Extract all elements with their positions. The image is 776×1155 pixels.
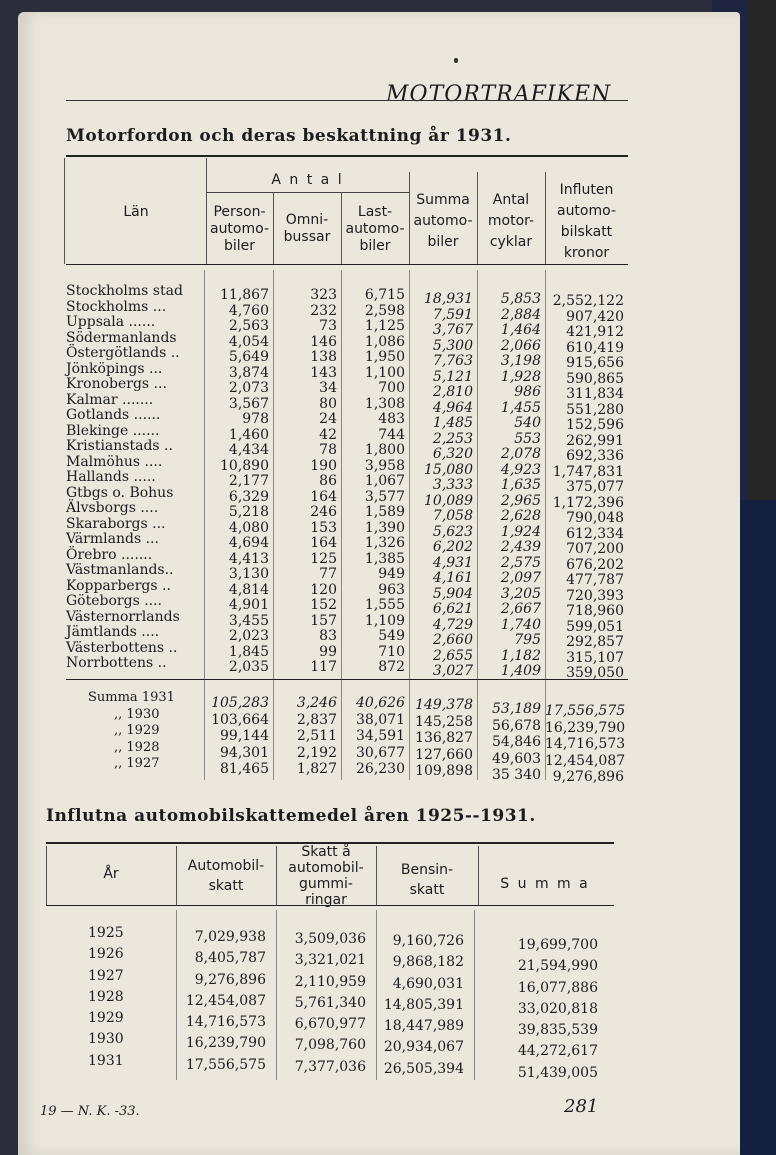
motor-value: 2,078 xyxy=(500,446,541,462)
ink-dot xyxy=(454,58,458,63)
person-value: 1,460 xyxy=(228,426,269,443)
header-ar: År xyxy=(103,866,119,882)
summa-value: 5,300 xyxy=(432,337,473,354)
person-value: 2,177 xyxy=(228,473,269,489)
summary-motor-value: 54,846 xyxy=(492,734,541,750)
automobilskatt-value: 14,716,573 xyxy=(185,1014,266,1031)
summa-value: 1,485 xyxy=(432,415,473,431)
last-value: 1,086 xyxy=(364,333,405,350)
motor-value: 1,409 xyxy=(500,663,541,679)
year-value: 1930 xyxy=(88,1031,124,1048)
lan-name: Västernorrlands xyxy=(66,608,180,625)
header-influten: Influten automo- bilskatt kronor xyxy=(556,182,617,261)
last-value: 1,125 xyxy=(364,318,405,334)
year-value: 1926 xyxy=(88,946,124,963)
motor-value: 3,205 xyxy=(500,585,541,602)
motor-value: 2,097 xyxy=(500,570,541,586)
lan-name: Örebro ....... xyxy=(66,546,153,563)
summary-summa-value: 109,898 xyxy=(415,763,473,779)
influten-value: 262,991 xyxy=(566,432,624,449)
lan-name: Älvsborgs .... xyxy=(66,500,159,516)
column-lan xyxy=(66,284,206,672)
summary-label: ,, 1927 xyxy=(114,756,160,771)
lan-name: Gtbgs o. Bohus xyxy=(66,484,174,501)
influten-value: 915,656 xyxy=(566,355,624,371)
lan-name: Kristianstads .. xyxy=(66,438,173,454)
summa-value: 10,089 xyxy=(424,492,473,509)
summa-value: 4,931 xyxy=(432,554,473,571)
summa-value: 2,660 xyxy=(432,632,473,648)
motor-value: 1,464 xyxy=(500,322,541,338)
table1-vrule xyxy=(64,158,65,264)
summa-value: 4,729 xyxy=(432,616,473,633)
omni-value: 153 xyxy=(310,519,337,536)
omni-value: 80 xyxy=(319,395,337,412)
last-value: 700 xyxy=(378,380,405,396)
summary-motor-value: 53,189 xyxy=(492,701,541,717)
summa-value: 7,591 xyxy=(432,306,473,323)
header-omni: Omni- bussar xyxy=(283,212,331,245)
last-value: 1,950 xyxy=(364,349,405,365)
year-value: 1927 xyxy=(88,967,124,984)
summa-value: 4,964 xyxy=(432,399,473,416)
lan-name: Östergötlands .. xyxy=(66,345,180,361)
motor-value: 5,853 xyxy=(500,291,541,307)
summary-summa-value: 127,660 xyxy=(415,746,473,763)
summa2-value: 16,077,886 xyxy=(517,979,598,996)
influten-value: 311,834 xyxy=(566,386,624,402)
motor-value: 1,924 xyxy=(500,523,541,540)
person-value: 6,329 xyxy=(228,488,269,505)
summa-value: 5,623 xyxy=(432,523,473,540)
influten-value: 590,865 xyxy=(566,370,624,387)
influten-value: 1,172,396 xyxy=(552,494,624,511)
person-value: 1,845 xyxy=(228,643,269,660)
lan-name: Västerbottens .. xyxy=(66,639,178,656)
summary-summa-value: 136,827 xyxy=(415,730,473,746)
running-head: MOTORTRAFIKEN xyxy=(386,82,612,107)
motor-value: 986 xyxy=(514,384,541,400)
person-value: 2,073 xyxy=(228,380,269,396)
year-value: 1928 xyxy=(88,988,124,1005)
summary-person-value: 99,144 xyxy=(220,728,269,744)
gummiringar-value: 3,321,021 xyxy=(294,952,366,969)
summary-influten-value: 9,276,896 xyxy=(552,769,624,785)
summary-person-value: 103,664 xyxy=(211,711,269,728)
book-page xyxy=(18,12,740,1155)
summary-last-value: 34,591 xyxy=(356,728,405,744)
summa-value: 6,202 xyxy=(432,539,473,555)
gummiringar-value: 3,509,036 xyxy=(294,931,366,947)
summary-summa xyxy=(409,698,473,781)
last-value: 963 xyxy=(378,581,405,598)
summary-label: ,, 1930 xyxy=(114,706,160,722)
summa-value: 15,080 xyxy=(424,461,473,478)
table2-title: Influtna automobilskattemedel åren 1925--1931. xyxy=(46,806,536,826)
omni-value: 152 xyxy=(310,597,337,613)
influten-value: 292,857 xyxy=(566,634,624,650)
last-value: 3,958 xyxy=(364,457,405,474)
person-value: 4,054 xyxy=(228,333,269,350)
summa2-value: 21,594,990 xyxy=(517,958,598,975)
summa-value: 4,161 xyxy=(432,570,473,586)
automobilskatt-value: 17,556,575 xyxy=(185,1056,266,1073)
table2-summa-column xyxy=(478,938,598,1087)
page-number: 281 xyxy=(564,1096,599,1117)
influten-value: 720,393 xyxy=(566,587,624,604)
summary-last xyxy=(341,696,405,779)
table2-bensinskatt-column xyxy=(376,934,464,1083)
influten-value: 2,552,122 xyxy=(552,293,624,309)
automobilskatt-value: 8,405,787 xyxy=(194,950,266,967)
influten-value: 907,420 xyxy=(566,308,624,325)
summa-value: 6,621 xyxy=(432,601,473,617)
last-value: 1,326 xyxy=(364,535,405,551)
last-value: 1,109 xyxy=(364,612,405,629)
person-value: 11,867 xyxy=(220,287,269,303)
summary-omni-value: 3,246 xyxy=(296,695,337,711)
lan-name: Jönköpings ... xyxy=(66,360,163,377)
column-motor xyxy=(477,292,541,680)
automobilskatt-value: 16,239,790 xyxy=(185,1035,266,1052)
summa-value: 7,763 xyxy=(432,353,473,369)
summary-last-value: 38,071 xyxy=(356,711,405,728)
lan-name: Skaraborgs ... xyxy=(66,515,166,532)
motor-value: 2,884 xyxy=(500,306,541,323)
header-bensinskatt: Bensin- skatt xyxy=(400,862,454,898)
influten-value: 1,747,831 xyxy=(552,463,624,480)
omni-value: 99 xyxy=(319,643,337,660)
column-summa xyxy=(409,292,473,680)
motor-value: 553 xyxy=(514,430,541,447)
omni-value: 86 xyxy=(319,473,337,489)
header-summa2: S u m m a xyxy=(500,876,590,892)
automobilskatt-value: 7,029,938 xyxy=(194,929,266,945)
table2-vrule xyxy=(474,910,475,1080)
motor-value: 2,575 xyxy=(500,554,541,571)
summary-last-value: 26,230 xyxy=(356,761,405,777)
summary-labels xyxy=(88,690,203,773)
person-value: 5,649 xyxy=(228,349,269,365)
omni-value: 246 xyxy=(310,504,337,520)
influten-value: 718,960 xyxy=(566,603,624,619)
table2-year-column xyxy=(88,926,148,1075)
bensinskatt-value: 18,447,989 xyxy=(383,1018,464,1035)
motor-value: 1,635 xyxy=(500,477,541,493)
lan-name: Kronobergs ... xyxy=(66,376,167,392)
omni-value: 117 xyxy=(310,659,337,675)
summary-omni-value: 2,192 xyxy=(296,744,337,761)
table1-summary-rule xyxy=(66,679,628,680)
omni-value: 232 xyxy=(310,302,337,319)
influten-value: 676,202 xyxy=(566,556,624,573)
table1-antal-rule xyxy=(206,192,409,193)
last-value: 2,598 xyxy=(364,302,405,319)
influten-value: 359,050 xyxy=(566,665,624,681)
person-value: 3,874 xyxy=(228,364,269,381)
motor-value: 2,628 xyxy=(500,508,541,524)
summa-value: 3,767 xyxy=(432,322,473,338)
last-value: 6,715 xyxy=(364,287,405,303)
background-dark xyxy=(748,0,776,500)
last-value: 744 xyxy=(378,426,405,443)
summary-last-value: 40,626 xyxy=(356,695,405,711)
column-person xyxy=(206,288,269,676)
omni-value: 77 xyxy=(319,566,337,582)
table1-top-rule xyxy=(66,155,628,157)
last-value: 483 xyxy=(378,411,405,427)
summa2-value: 44,272,617 xyxy=(517,1043,598,1060)
influten-value: 599,051 xyxy=(566,618,624,635)
summa-value: 2,655 xyxy=(432,647,473,664)
omni-value: 138 xyxy=(310,349,337,365)
summa-value: 3,333 xyxy=(432,477,473,493)
influten-value: 375,077 xyxy=(566,479,624,495)
lan-name: Stockholms stad xyxy=(66,283,183,299)
motor-value: 1,740 xyxy=(500,616,541,633)
last-value: 549 xyxy=(378,628,405,644)
table1-header-rule xyxy=(66,264,628,265)
bensinskatt-value: 20,934,067 xyxy=(383,1039,464,1056)
header-rule xyxy=(66,100,628,101)
header-last: Last- automo- biler xyxy=(345,204,405,254)
summary-omni xyxy=(273,696,337,779)
gummiringar-value: 5,761,340 xyxy=(294,994,366,1011)
year-value: 1931 xyxy=(88,1052,124,1069)
summa-value: 7,058 xyxy=(432,508,473,524)
year-value: 1925 xyxy=(88,925,124,941)
person-value: 4,413 xyxy=(228,550,269,567)
summa-value: 18,931 xyxy=(424,291,473,307)
influten-value: 612,334 xyxy=(566,525,624,542)
summa-value: 6,320 xyxy=(432,446,473,462)
motor-value: 2,667 xyxy=(500,601,541,617)
lan-name: Uppsala ...... xyxy=(66,314,156,330)
person-value: 3,130 xyxy=(228,566,269,582)
motor-value: 1,928 xyxy=(500,368,541,385)
lan-name: Kopparbergs .. xyxy=(66,577,171,594)
last-value: 1,390 xyxy=(364,519,405,536)
table1-title: Motorfordon och deras beskattning år 1931. xyxy=(66,126,512,146)
last-value: 1,067 xyxy=(364,473,405,489)
summary-last-value: 30,677 xyxy=(356,744,405,761)
bensinskatt-value: 9,160,726 xyxy=(392,933,464,949)
lan-name: Hallands ..... xyxy=(66,469,156,485)
gummiringar-value: 7,098,760 xyxy=(294,1037,366,1054)
lan-name: Gotlands ...... xyxy=(66,407,161,423)
person-value: 4,760 xyxy=(228,302,269,319)
automobilskatt-value: 12,454,087 xyxy=(185,992,266,1009)
table2-automobilskatt-column xyxy=(176,930,266,1079)
summa-value: 5,904 xyxy=(432,585,473,602)
influten-value: 421,912 xyxy=(566,324,624,340)
column-influten xyxy=(545,294,624,682)
motor-value: 1,455 xyxy=(500,399,541,416)
lan-name: Jämtlands .... xyxy=(66,624,160,640)
summary-label: ,, 1928 xyxy=(114,739,160,755)
person-value: 2,035 xyxy=(228,659,269,675)
person-value: 3,567 xyxy=(228,395,269,412)
header-person: Person- automo- biler xyxy=(209,204,270,254)
influten-value: 477,787 xyxy=(566,572,624,588)
person-value: 4,434 xyxy=(228,442,269,458)
table2-header-rule xyxy=(46,905,614,906)
automobilskatt-value: 9,276,896 xyxy=(194,971,266,988)
last-value: 872 xyxy=(378,659,405,675)
summary-influten-value: 12,454,087 xyxy=(545,752,626,769)
last-value: 949 xyxy=(378,566,405,582)
person-value: 10,890 xyxy=(220,457,269,474)
last-value: 1,385 xyxy=(364,550,405,567)
omni-value: 164 xyxy=(310,535,337,551)
omni-value: 157 xyxy=(310,612,337,629)
last-value: 1,100 xyxy=(364,364,405,381)
omni-value: 146 xyxy=(310,333,337,350)
lan-name: Värmlands ... xyxy=(66,531,159,547)
last-value: 710 xyxy=(378,643,405,660)
column-omni xyxy=(273,288,337,676)
summary-person-value: 105,283 xyxy=(211,695,269,711)
omni-value: 73 xyxy=(319,318,337,334)
summa2-value: 39,835,539 xyxy=(517,1022,598,1039)
motor-value: 540 xyxy=(514,415,541,431)
summary-influten-value: 17,556,575 xyxy=(545,703,626,719)
book-cover-strip xyxy=(735,500,776,1155)
summary-omni-value: 2,511 xyxy=(296,728,337,744)
summary-motor-value: 49,603 xyxy=(492,750,541,767)
bensinskatt-value: 9,868,182 xyxy=(392,954,464,971)
summary-omni-value: 2,837 xyxy=(296,711,337,728)
person-value: 4,814 xyxy=(228,581,269,598)
omni-value: 164 xyxy=(310,488,337,505)
summary-omni-value: 1,827 xyxy=(296,761,337,777)
summary-influten-value: 14,716,573 xyxy=(545,736,626,752)
header-motor: Antal motor- cyklar xyxy=(487,192,535,250)
influten-value: 315,107 xyxy=(566,649,624,666)
gummiringar-value: 6,670,977 xyxy=(294,1016,366,1033)
last-value: 1,308 xyxy=(364,395,405,412)
motor-value: 795 xyxy=(514,632,541,648)
summa-value: 2,253 xyxy=(432,430,473,447)
omni-value: 24 xyxy=(319,411,337,427)
bensinskatt-value: 14,805,391 xyxy=(383,996,464,1013)
column-last xyxy=(341,288,405,676)
header-lan: Län xyxy=(123,204,149,220)
lan-name: Norrbottens .. xyxy=(66,655,167,671)
footer-signature: 19 — N. K. -33. xyxy=(40,1104,140,1119)
person-value: 978 xyxy=(242,411,269,427)
last-value: 1,555 xyxy=(364,597,405,613)
lan-name: Stockholms ... xyxy=(66,298,167,315)
motor-value: 3,198 xyxy=(500,353,541,369)
summary-person xyxy=(206,696,269,779)
omni-value: 125 xyxy=(310,550,337,567)
lan-name: Södermanlands xyxy=(66,329,177,346)
omni-value: 83 xyxy=(319,628,337,644)
lan-name: Västmanlands.. xyxy=(66,562,174,578)
gummiringar-value: 7,377,036 xyxy=(294,1058,366,1075)
omni-value: 42 xyxy=(319,426,337,443)
summary-summa-value: 149,378 xyxy=(415,697,473,713)
summa-value: 2,810 xyxy=(432,384,473,400)
person-value: 4,901 xyxy=(228,597,269,613)
lan-name: Kalmar ....... xyxy=(66,391,154,408)
year-value: 1929 xyxy=(88,1010,124,1027)
person-value: 3,455 xyxy=(228,612,269,629)
motor-value: 2,439 xyxy=(500,539,541,555)
summary-motor-value: 35 340 xyxy=(492,767,541,783)
omni-value: 78 xyxy=(319,442,337,458)
header-summa: Summa automo- biler xyxy=(413,192,473,250)
person-value: 4,694 xyxy=(228,535,269,551)
lan-name: Blekinge ...... xyxy=(66,422,160,439)
summa2-value: 19,699,700 xyxy=(517,937,598,953)
summary-label: ,, 1929 xyxy=(114,723,160,738)
omni-value: 120 xyxy=(310,581,337,598)
omni-value: 143 xyxy=(310,364,337,381)
influten-value: 692,336 xyxy=(566,448,624,464)
summary-motor xyxy=(477,702,541,785)
bensinskatt-value: 4,690,031 xyxy=(392,975,464,992)
omni-value: 323 xyxy=(310,287,337,303)
influten-value: 152,596 xyxy=(566,417,624,433)
person-value: 2,023 xyxy=(228,628,269,644)
summary-label: Summa 1931 xyxy=(88,690,175,705)
lan-name: Malmöhus .... xyxy=(66,453,163,470)
summary-motor-value: 56,678 xyxy=(492,717,541,734)
motor-value: 2,965 xyxy=(500,492,541,509)
summary-person-value: 94,301 xyxy=(220,744,269,761)
person-value: 2,563 xyxy=(228,318,269,334)
last-value: 1,800 xyxy=(364,442,405,458)
motor-value: 2,066 xyxy=(500,337,541,354)
gummiringar-value: 2,110,959 xyxy=(294,973,366,990)
summary-influten-value: 16,239,790 xyxy=(545,719,626,736)
summary-person-value: 81,465 xyxy=(220,761,269,777)
person-value: 5,218 xyxy=(228,504,269,520)
summary-influten xyxy=(545,704,624,787)
influten-value: 551,280 xyxy=(566,401,624,418)
motor-value: 4,923 xyxy=(500,461,541,478)
summary-summa-value: 145,258 xyxy=(415,713,473,730)
summa-value: 3,027 xyxy=(432,663,473,679)
last-value: 1,589 xyxy=(364,504,405,520)
summa-value: 5,121 xyxy=(432,368,473,385)
header-antal: A n t a l xyxy=(271,172,344,188)
influten-value: 707,200 xyxy=(566,541,624,557)
omni-value: 34 xyxy=(319,380,337,396)
influten-value: 790,048 xyxy=(566,510,624,526)
header-gummiringar: Skatt å automobil- gummi- ringar xyxy=(288,844,364,908)
table1-vrule xyxy=(204,684,205,780)
bensinskatt-value: 26,505,394 xyxy=(383,1060,464,1077)
summa2-value: 33,020,818 xyxy=(517,1000,598,1017)
influten-value: 610,419 xyxy=(566,339,624,356)
motor-value: 1,182 xyxy=(500,647,541,664)
last-value: 3,577 xyxy=(364,488,405,505)
summa2-value: 51,439,005 xyxy=(517,1064,598,1081)
person-value: 4,080 xyxy=(228,519,269,536)
lan-name: Göteborgs .... xyxy=(66,593,163,609)
header-automobilskatt: Automobil- skatt xyxy=(187,858,265,894)
table2-gummiringar-column xyxy=(276,932,366,1081)
omni-value: 190 xyxy=(310,457,337,474)
